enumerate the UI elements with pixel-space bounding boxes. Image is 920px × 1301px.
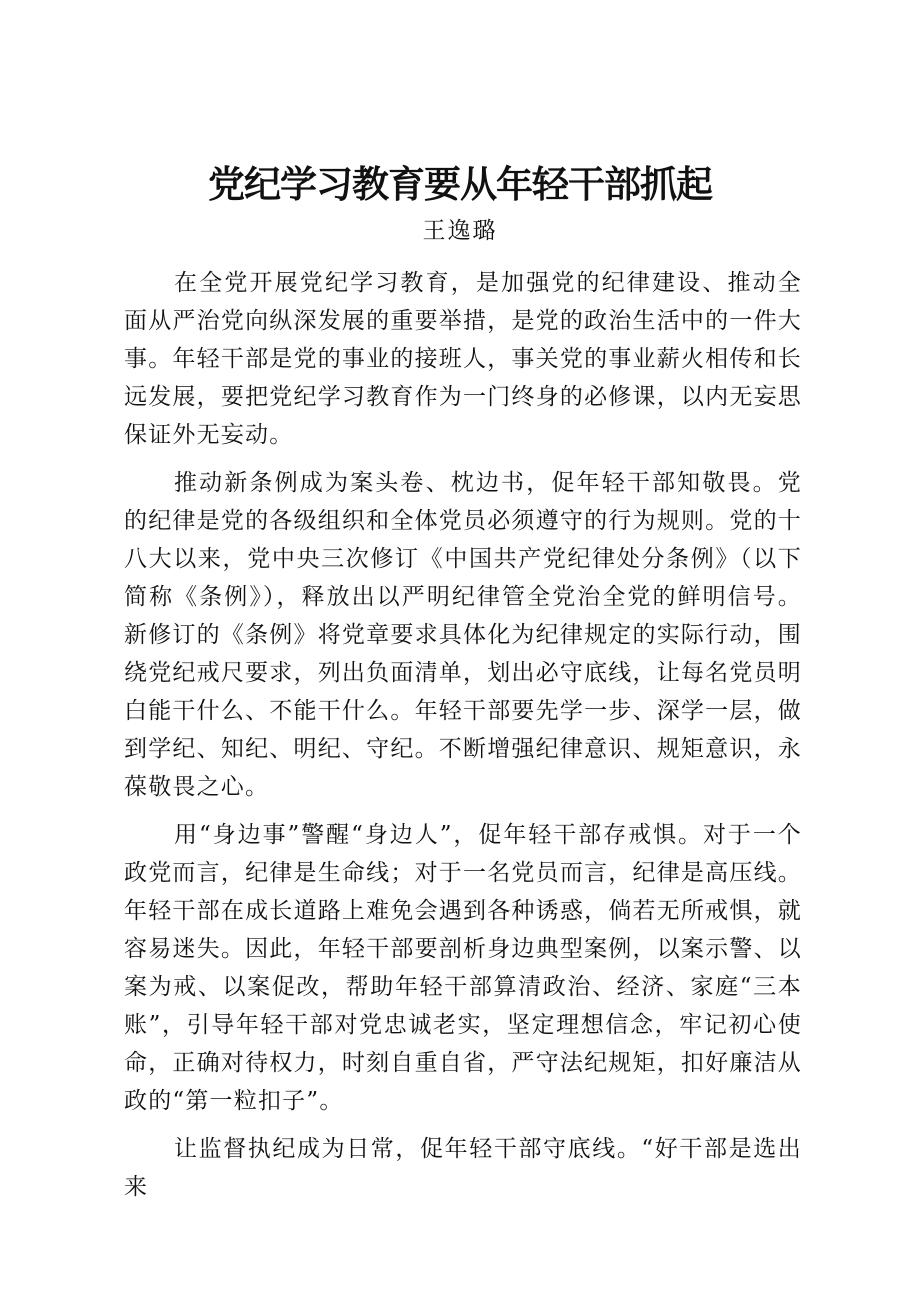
document-title: 党纪学习教育要从年轻干部抓起 — [208, 163, 712, 206]
paragraph: 让监督执纪成为日常，促年轻干部守底线。“好干部是选出来 — [124, 1136, 802, 1200]
paragraph: 推动新条例成为案头卷、枕边书，促年轻干部知敬畏。党的纪律是党的各级组织和全体党员必须遵守的行为规则。党的十八大以来，党中央三次修订《中国共产党纪律处分条例》（以下简称《条例》），释放出以严明纪律管全党治全党的鲜明信号。新修订的《条例》将党章要求具体化为纪律规定的实际行动，围绕党纪戒尺要求，列出负面清单，划出必守底线，让每名党员明白能干什么、不能干什么。年轻干部要先学一步、深学一层，做到学纪、知纪、明纪、守纪。不断增强纪律意识、规矩意识，永葆敬畏之心。 — [124, 470, 802, 800]
paragraph: 用“身边事”警醒“身边人”，促年轻干部存戒惧。对于一个政党而言，纪律是生命线；对于一名党员而言，纪律是高压线。年轻干部在成长道路上难免会遇到各种诱惑，倘若无所戒惧，就容易迷失。因此，年轻干部要剖析身边典型案例，以案示警、以案为戒、以案促改，帮助年轻干部算清政治、经济、家庭“三本账”，引导年轻干部对党忠诚老实，坚定理想信念，牢记初心使命，正确对待权力，时刻自重自省，严守法纪规矩，扣好廉洁从政的“第一粒扣子”。 — [124, 822, 802, 1114]
document-author: 王逸璐 — [422, 218, 498, 244]
paragraph: 在全党开展党纪学习教育，是加强党的纪律建设、推动全面从严治党向纵深发展的重要举措，是党的政治生活中的一件大事。年轻干部是党的事业的接班人，事关党的事业薪火相传和长远发展，要把党纪学习教育作为一门终身的必修课，以内无妄思保证外无妄动。 — [124, 270, 802, 448]
document-body — [124, 264, 802, 1206]
